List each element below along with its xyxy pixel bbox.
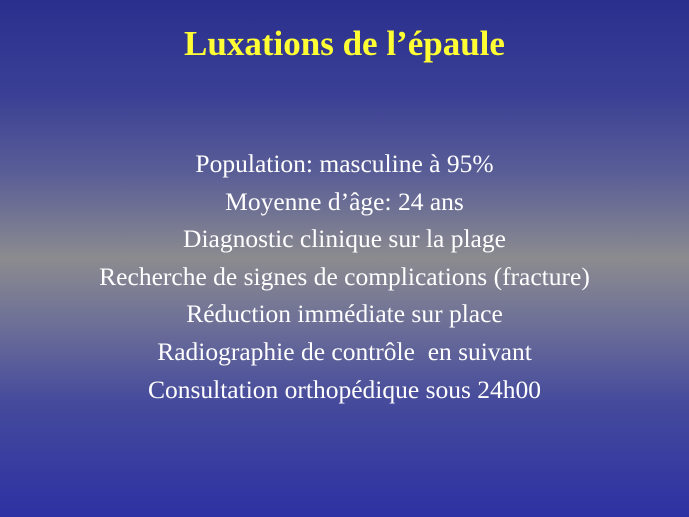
bullet-line: Consultation orthopédique sous 24h00 <box>147 374 542 404</box>
bullet-line: Réduction immédiate sur place <box>186 299 503 329</box>
bullet-list <box>0 145 689 408</box>
bullet-line: Recherche de signes de complications (fracture) <box>99 261 590 291</box>
bullet-line: Radiographie de contrôle en suivant <box>157 336 532 366</box>
bullet-line: Population: masculine à 95% <box>195 149 494 178</box>
bullet-line: Diagnostic clinique sur la plage <box>183 224 506 254</box>
slide-title: Luxations de l’épaule <box>184 24 505 63</box>
bullet-line: Moyenne d’âge: 24 ans <box>225 186 464 216</box>
